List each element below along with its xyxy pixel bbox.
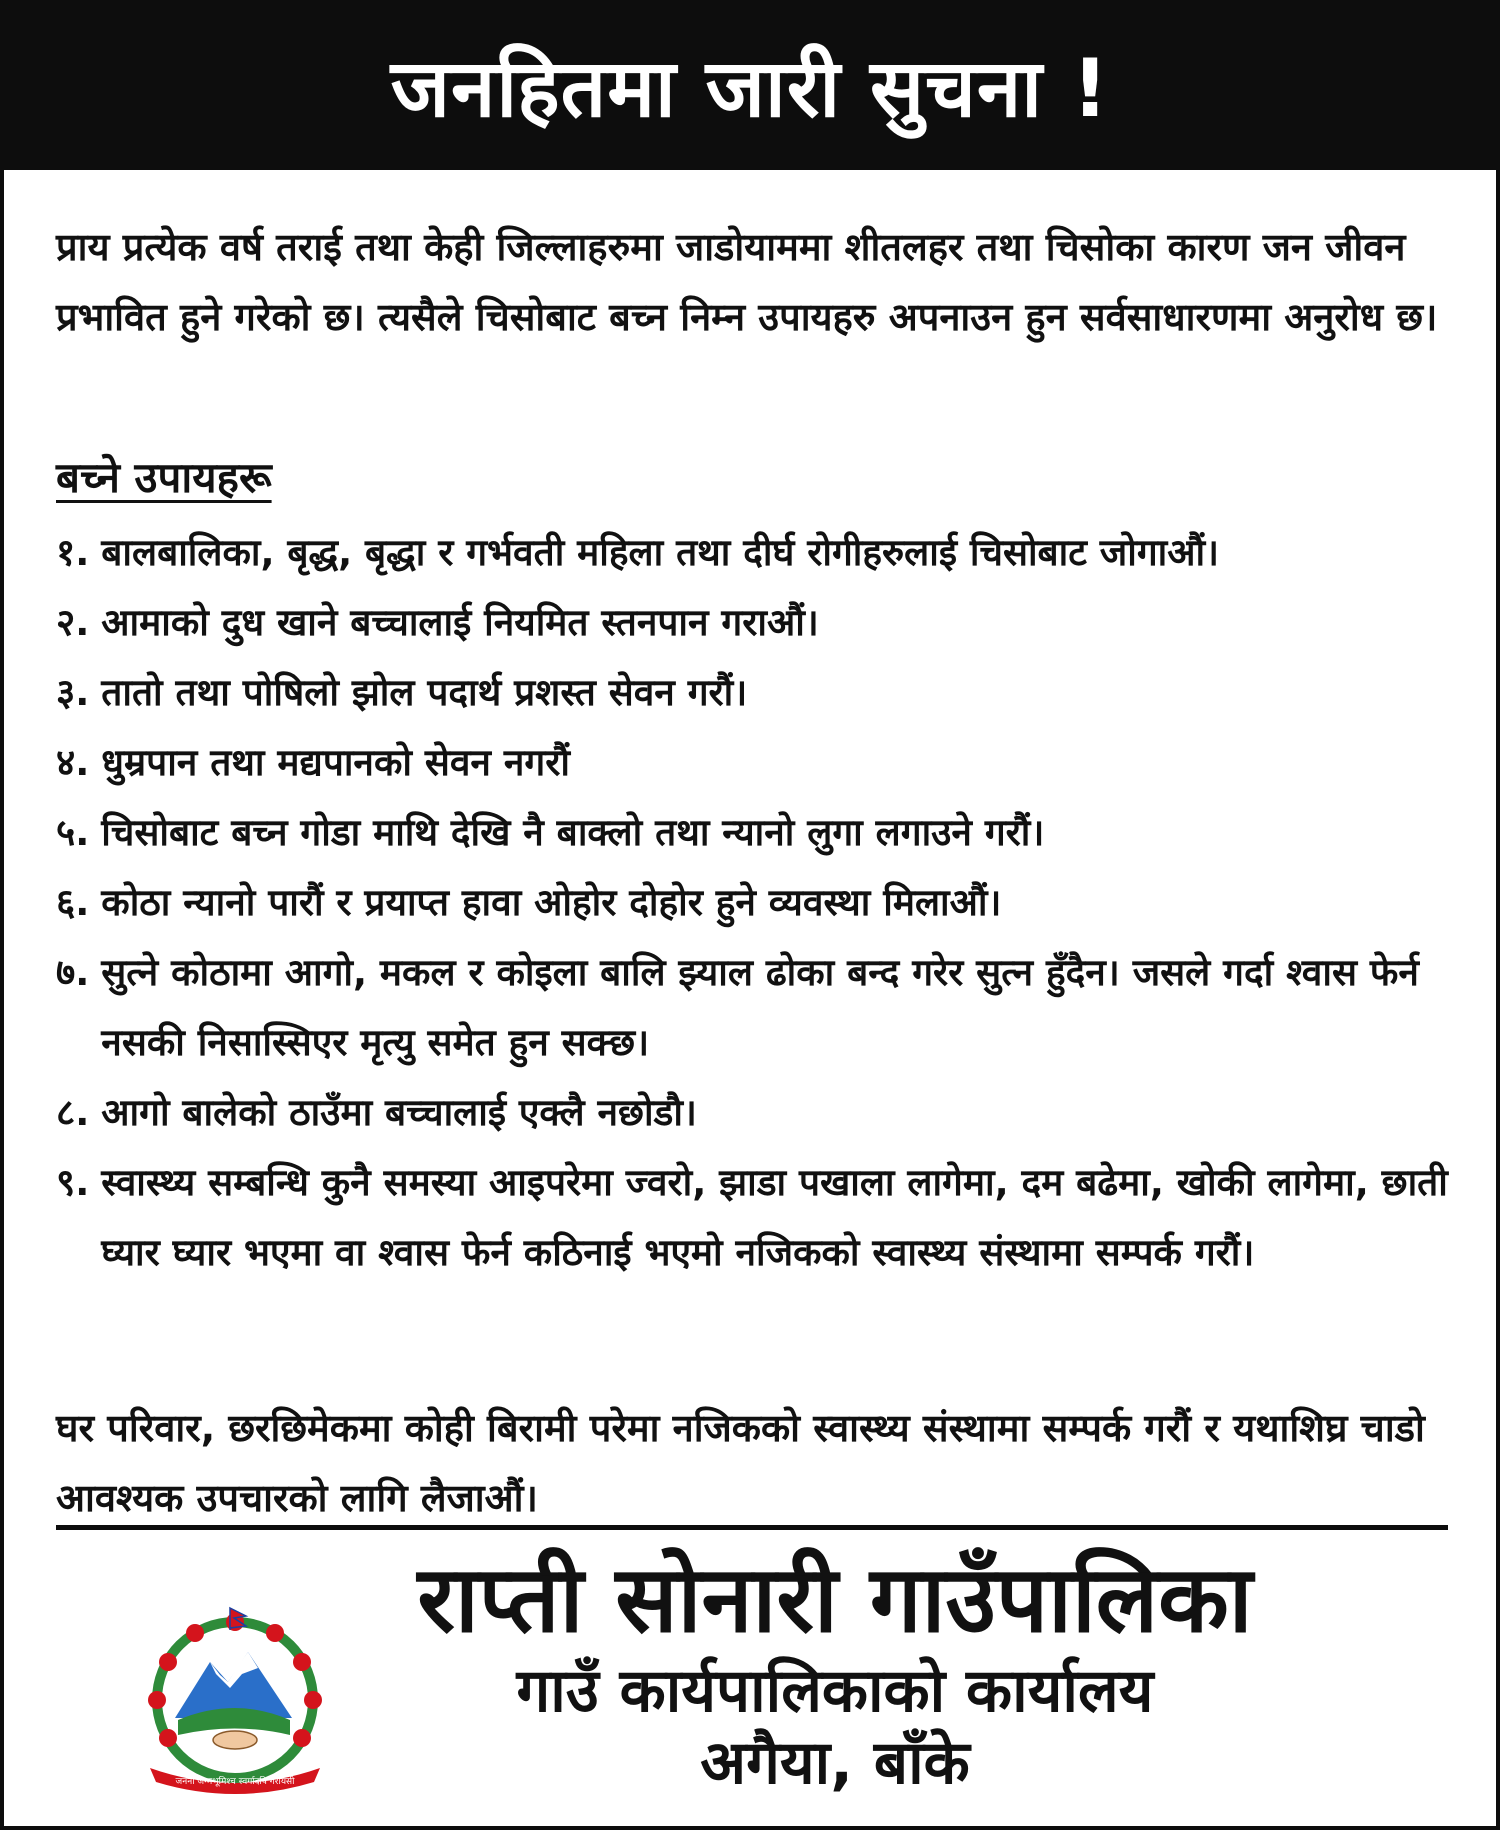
- section-title: बच्ने उपायहरू: [56, 453, 272, 502]
- list-item: [56, 588, 1456, 658]
- list-item: [56, 868, 1456, 938]
- measures-list: [56, 518, 1456, 1288]
- list-item: [56, 1078, 1456, 1148]
- list-item-number: ३.: [56, 671, 90, 714]
- intro-section: [56, 212, 1446, 352]
- list-item-number: ९.: [56, 1161, 90, 1204]
- office-name: गाउँ कार्यपालिकाको कार्यालय: [516, 1656, 1154, 1726]
- list-item-text: चिसोबाट बच्न गोडा माथि देखि नै बाक्लो तथा न्यानो लुगा लगाउने गरौं।: [101, 811, 1045, 854]
- list-item-text: आमाको दुध खाने बच्चालाई नियमित स्तनपान गराऔं।: [101, 601, 819, 644]
- list-item: [56, 518, 1456, 588]
- notice-title: जनहितमा जारी सुचना !: [390, 41, 1110, 135]
- list-item: [56, 1148, 1456, 1288]
- list-item: [56, 798, 1456, 868]
- footer-titles: [330, 1545, 1340, 1799]
- closing-paragraph: घर परिवार, छरछिमेकमा कोही बिरामी परेमा नजिकको स्वास्थ्य संस्थामा सम्पर्क गरौं र यथाशिघ्र चाडो आवश्यक उपचारको लागि लैजाऔं।: [56, 1406, 1425, 1520]
- notice-header: [0, 0, 1500, 170]
- list-item-number: १.: [56, 531, 90, 574]
- list-item-number: २.: [56, 601, 90, 644]
- list-item-text: आगो बालेको ठाउँमा बच्चालाई एक्लै नछोडौ।: [101, 1091, 697, 1134]
- emblem-motto: जननी जन्मभूमिश्च स्वर्गादपि गरीयसी: [175, 1777, 295, 1787]
- organization-name: राप्ती सोनारी गाउँपालिका: [417, 1546, 1253, 1653]
- list-item-text: तातो तथा पोषिलो झोल पदार्थ प्रशस्त सेवन गरौं।: [101, 671, 748, 714]
- list-item-text: सुत्ने कोठामा आगो, मकल र कोइला बालि झ्याल ढोका बन्द गरेर सुत्न हुँदैन। जसले गर्दा श्वास फेर्न नसकी निसास्सिएर मृत्यु समेत हुन सक्छ।: [101, 951, 1419, 1064]
- list-item: [56, 938, 1456, 1078]
- list-item-number: ८.: [56, 1091, 90, 1134]
- intro-paragraph: प्राय प्रत्येक वर्ष तराई तथा केही जिल्लाहरुमा जाडोयाममा शीतलहर तथा चिसोका कारण जन जीवन प्रभावित हुने गरेको छ। त्यसैले चिसोबाट बच्न निम्न उपायहरु अपनाउन हुन सर्वसाधारणमा अनुरोध छ।: [56, 225, 1438, 339]
- list-item-text: स्वास्थ्य सम्बन्धि कुनै समस्या आइपरेमा ज्वरो, झाडा पखाला लागेमा, दम बढेमा, खोकी लागेमा, छाती घ्यार घ्यार भएमा वा श्वास फेर्न कठिनाई भएमो नजिकको स्वास्थ्य संस्थामा सम्पर्क गरौं।: [101, 1161, 1448, 1274]
- office-location: अगैया, बाँके: [700, 1728, 970, 1798]
- nepal-emblem-icon: [130, 1600, 340, 1800]
- divider: [56, 1525, 1448, 1530]
- list-item-number: ७.: [56, 951, 90, 994]
- list-item-text: बालबालिका, बृद्ध, बृद्धा र गर्भवती महिला तथा दीर्घ रोगीहरुलाई चिसोबाट जोगाऔं।: [101, 531, 1220, 574]
- list-item-number: ४.: [56, 741, 90, 784]
- emblem-handshake: [213, 1731, 257, 1749]
- list-item-text: धुम्रपान तथा मद्यपानको सेवन नगरौं: [101, 741, 570, 784]
- list-item: [56, 658, 1456, 728]
- list-item: [56, 728, 1456, 798]
- list-item-number: ६.: [56, 881, 90, 924]
- list-item-number: ५.: [56, 811, 90, 854]
- list-item-text: कोठा न्यानो पारौं र प्रयाप्त हावा ओहोर दोहोर हुने व्यवस्था मिलाऔं।: [101, 881, 1002, 924]
